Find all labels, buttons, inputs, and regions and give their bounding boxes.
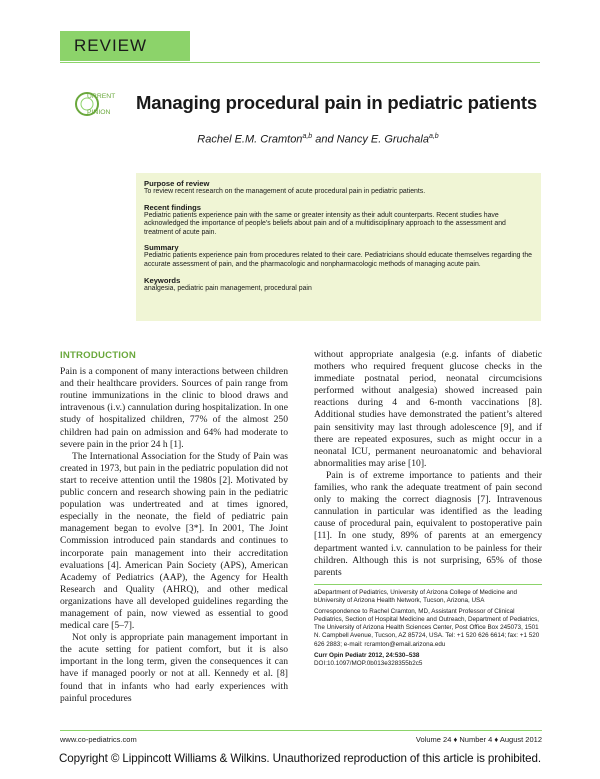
body-paragraph: The International Association for the Study of Pain was created in 1973, but pain in the pediatric population did not start to receive attention until the 1980s [2]. Motivated by public concern and research showing pain in the pediatric population was undertreated and at times ignored, especially in the neonate, the field of pediatric pain management began to evolve [3*]. In 2001, The Joint Commission introduced pain standards and continues to incorporate pain management into their accreditation evaluations [4]. American Pain Society (APS), American Academy of Pediatrics (AAP), the Agency for Health Research and Quality (AHRQ), and other medical organizations have all developed guidelines regarding the management of pain, now viewed as essential to good medical care [5–7]. [60,450,288,632]
introduction-heading: INTRODUCTION [60,350,136,361]
journal-website[interactable]: www.co-pediatrics.com [60,735,137,744]
author-1: Rachel E.M. Cramton [197,133,303,146]
body-column-right [314,349,542,579]
abstract-purpose-text: To review recent research on the management of acute procedural pain in pediatric patients. [144,188,426,195]
body-paragraph: Pain is a component of many interactions between children and their healthcare providers. Sources of pain range from routine immunizations in the clinic to blood draws and intravenous (i.v.) cannulation during hospitalization. In one study of hospitalized children, 77% of the almost 250 children had pain on admission and 64% had moderate to severe pain in the prior 24 h [1]. [60,366,288,450]
abstract-findings-heading: Recent findings [144,202,201,212]
issue-info: Volume 24 ♦ Number 4 ♦ August 2012 [415,735,542,744]
svg-text:PINION: PINION [87,109,111,116]
body-paragraph: without appropriate analgesia (e.g. infants of diabetic mothers who required frequent glucose checks in the immediate postnatal period, neonatal circumcisions performed without analgesia) showed increased pain reactions during 4 and 6-month vaccinations [8]. Additional studies have demonstrated the patient’s altered pain sensitivity may last through adolescence [9], and if there are repeated exposures, such as might occur in a neonatal ICU, permanent neuroanatomic and behavioral abnormalities may arise [10]. [314,349,542,469]
journal-citation: Curr Opin Pediatr 2012, 24:530–538 [314,651,420,659]
doi: DOI:10.1097/MOP.0b013e328355b2c5 [314,659,423,667]
affiliation-a: aDepartment of Pediatrics, University of Arizona College of Medicine and [314,589,518,596]
body-column-left [60,350,288,705]
author-2: Nancy E. Gruchala [336,133,429,146]
header-divider [60,62,540,63]
section-label-box [60,31,190,61]
abstract-summary-heading: Summary [144,243,179,253]
current-opinion-logo [74,87,126,121]
abstract-purpose-heading: Purpose of review [144,179,210,188]
article-title: Managing procedural pain in pediatric patients [136,92,537,113]
abstract-findings-text: Pediatric patients experience pain with the same or greater intensity as their adult counterparts. Recent studies have acknowledged the importance of people’s beliefs about pain and of a multidisciplinary approach to the assessment and treatment of acute pain. [144,211,506,236]
svg-text:URRENT: URRENT [87,93,116,100]
abstract-box [136,173,541,321]
body-paragraph: Not only is appropriate pain management important in the acute setting for patient comfort, but it is also important in the long term, given the consequences it can have if managed poorly or not at all. Kennedy et al. [8] found that in infants who had early experiences with painful procedures [60,632,288,704]
abstract-summary-text: Pediatric patients experience pain from procedures related to their care. Pediatricians should educate themselves regarding the accurate assessment of pain, and the pharmacologic and nonpharmacologic methods of managing acute pain. [144,252,533,268]
author-line [0,133,600,146]
footnotes [314,589,542,671]
affiliation-b: bUniversity of Arizona Health Network, Tucson, Arizona, USA [314,597,485,605]
body-paragraph: Pain is of extreme importance to patients and their families, who rank the adequate treatment of pain second only to making the correct diagnosis [7]. Intravenous cannulation in particular was identified as the leading cause of procedural pain, equivalent to postoperative pain [11]. In one study, 89% of parents at an emergency department wanted i.v. cannulation to be painless for their children. Although this is not surprising, 65% of those parents [314,469,542,578]
author-1-affil: a,b [302,133,313,140]
author-2-affil: a,b [428,133,439,140]
footer-divider [60,730,542,731]
abstract-keywords-text: analgesia, pediatric pain management, procedural pain [144,284,312,292]
section-label: REVIEW [74,36,148,55]
footnote-divider [314,584,542,585]
correspondence: Correspondence to Rachel Cramton, MD, Assistant Professor of Clinical Pediatrics, Section of Hospital Medicine and Outreach, Department of Pediatrics, The University of Arizona Health Sciences Center, Post Office Box 245073, 1501 N. Campbell Avenue, Tucson, AZ 85724, USA. Tel: +1 520 626 6614; fax: +1 520 626 2883; e-mail: rcramton@email.arizona.edu [314,608,540,648]
author-conjunction: and [312,133,337,146]
abstract-keywords-heading: Keywords [144,275,181,285]
copyright-notice: Copyright © Lippincott Williams & Wilkins. Unauthorized reproduction of this article is prohibited. [59,752,541,765]
